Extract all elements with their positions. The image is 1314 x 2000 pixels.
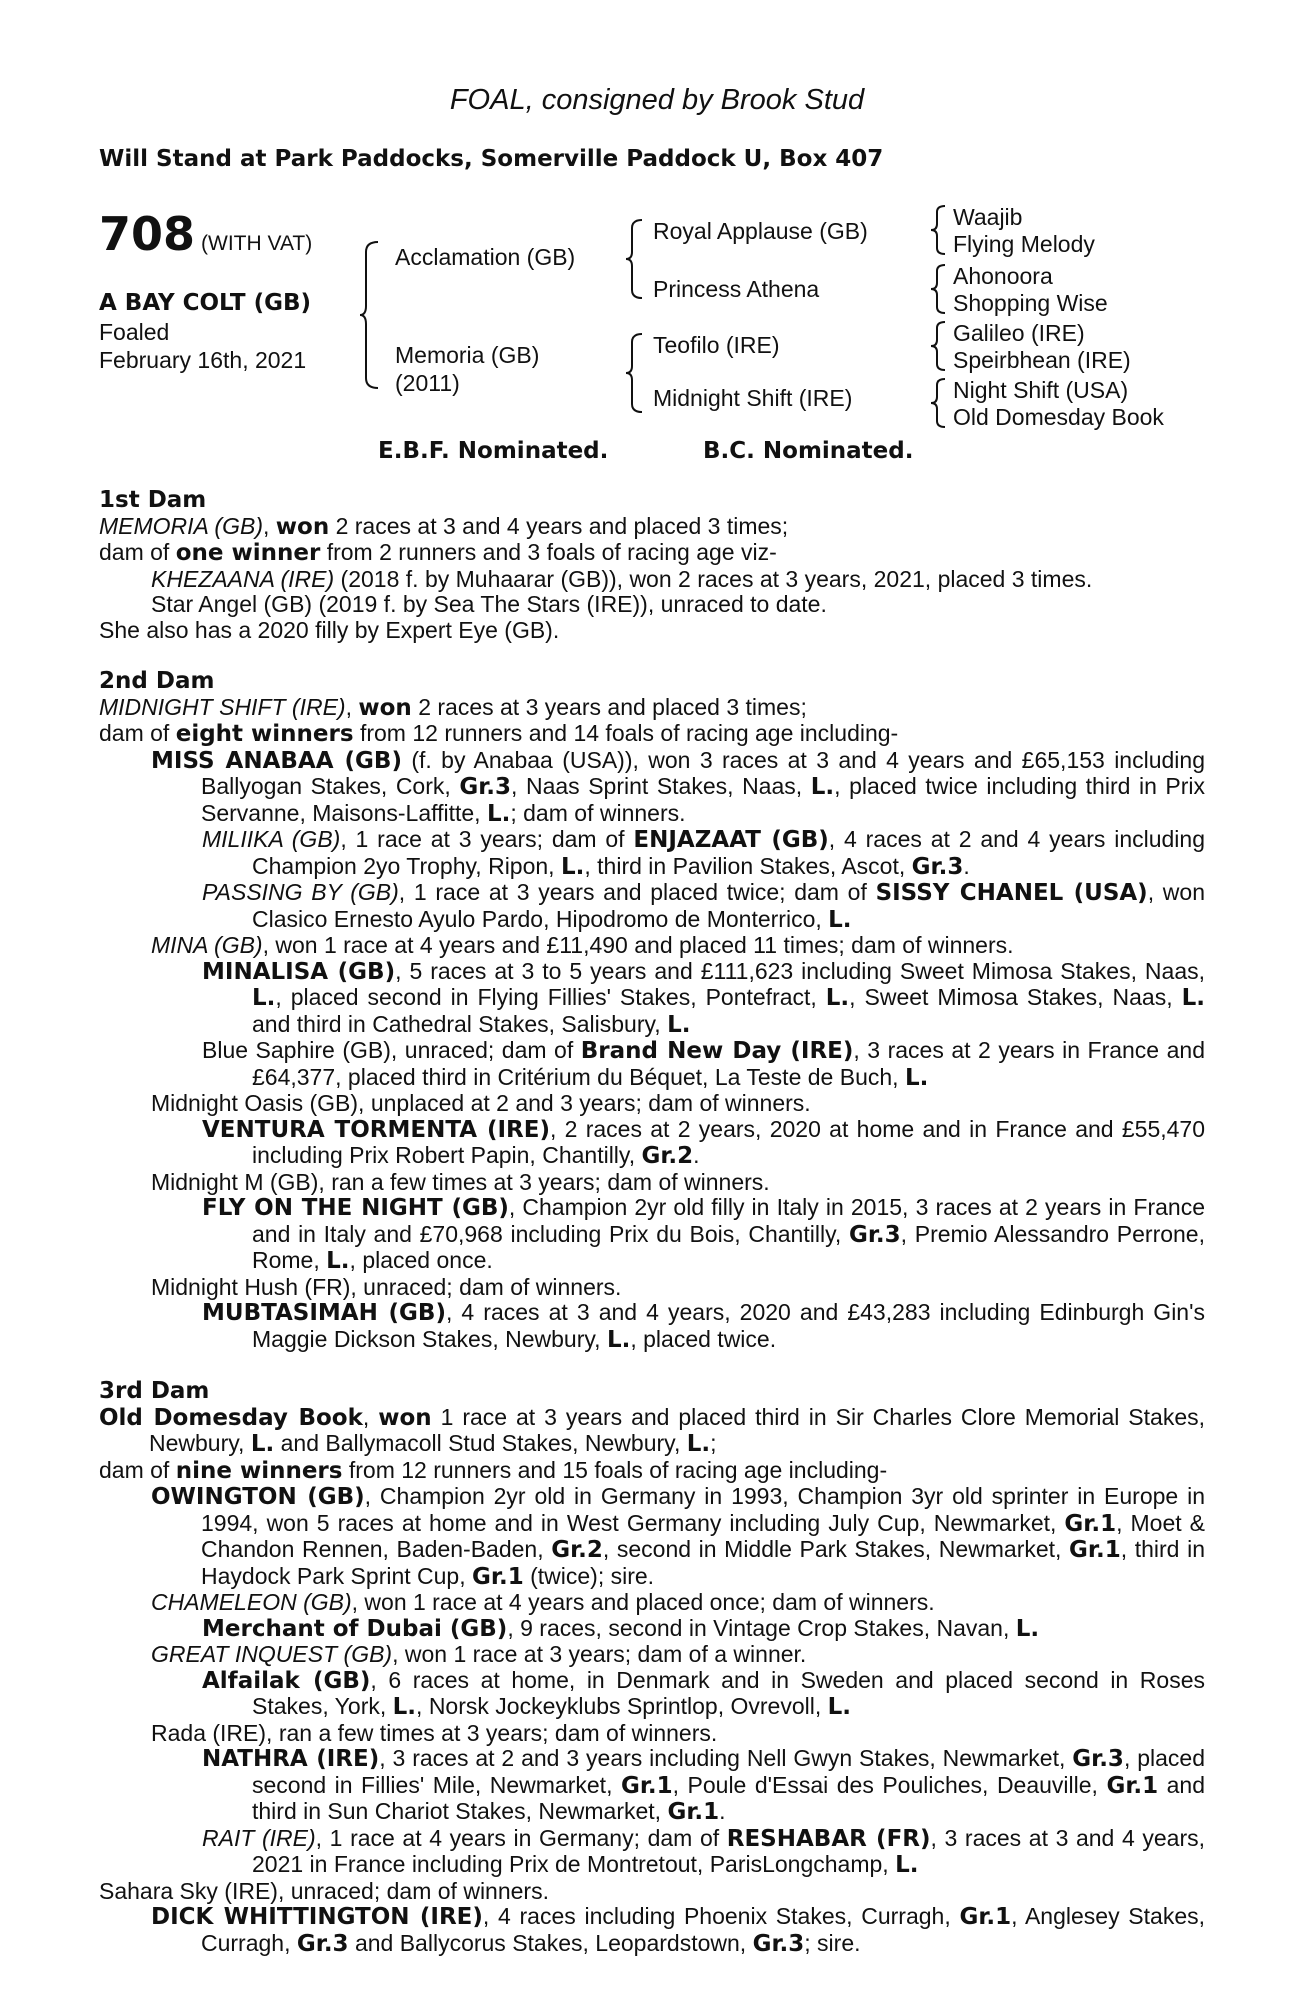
produce-entry: MILIIKA (GB), 1 race at 3 years; dam of ENJAZAAT (GB), 4 races at 2 and 4 years including Champion 2yo Trophy, Ripon, L., third in Pavilion Stakes, Ascot, Gr.3.	[202, 826, 1206, 880]
foaled-date: February 16th, 2021	[99, 347, 307, 373]
produce-entry: OWINGTON (GB), Champion 2yr old in Germany in 1993, Champion 3yr old sprinter in Europe in 1994, won 5 races at home and in West Germany including July Cup, Newmarket, Gr.1, Moet & Chandon Rennen, Baden-Baden, Gr.2, second in Middle Park Stakes, Newmarket, Gr.1, third in Haydock Park Sprint Cup, Gr.1 (twice); sire.	[151, 1483, 1205, 1590]
foaled-label: Foaled	[99, 319, 170, 345]
pedigree-brace-g4	[931, 377, 949, 429]
produce-entry: NATHRA (IRE), 3 races at 2 and 3 years including Nell Gwyn Stakes, Newmarket, Gr.3, placed second in Fillies' Mile, Newmarket, Gr.1, Poule d'Essai des Pouliches, Deauville, Gr.1 and third in Sun Chariot Stakes, Newmarket, Gr.1.	[202, 1745, 1205, 1825]
pedigree-dam: Memoria (GB)	[395, 342, 540, 368]
pedigree-g6: Speirbhean (IRE)	[953, 347, 1131, 373]
produce-entry: MISS ANABAA (GB) (f. by Anabaa (USA)), won 3 races at 3 and 4 years and £65,153 including Ballyogan Stakes, Cork, Gr.3, Naas Sprint Stakes, Naas, L., placed twice including third in Prix Servanne, Maisons-Laffitte, L.; dam of winners.	[151, 746, 1206, 827]
pedigree-g1: Waajib	[953, 204, 1023, 230]
produce-record	[99, 488, 1205, 1957]
third-dam-produce-summary: dam of nine winners from 12 runners and 15 foals of racing age including-	[99, 1456, 888, 1484]
pedigree-brace-dam	[626, 332, 646, 414]
produce-entry: CHAMELEON (GB), won 1 race at 4 years and placed once; dam of winners.	[151, 1589, 935, 1615]
third-dam-heading: 3rd Dam	[99, 1378, 210, 1404]
first-dam-heading: 1st Dam	[99, 487, 207, 513]
produce-entry: Midnight Oasis (GB), unplaced at 2 and 3 years; dam of winners.	[151, 1090, 811, 1116]
pedigree-g7: Night Shift (USA)	[953, 377, 1129, 403]
bc-nomination: B.C. Nominated.	[703, 438, 914, 464]
produce-note: She also has a 2020 filly by Expert Eye (GB).	[99, 616, 560, 643]
pedigree-g2: Flying Melody	[953, 231, 1095, 257]
produce-entry: Alfailak (GB), 6 races at home, in Denmark and in Sweden and placed second in Roses Stakes, York, L., Norsk Jockeyklubs Sprintlop, Ovrevoll, L.	[202, 1666, 1205, 1720]
produce-entry: MINA (GB), won 1 race at 4 years and £11,490 and placed 11 times; dam of winners.	[151, 932, 1014, 958]
second-dam-line: MIDNIGHT SHIFT (IRE), won 2 races at 3 years and placed 3 times;	[99, 693, 807, 721]
vat-note: (WITH VAT)	[201, 232, 313, 255]
pedigree-g5: Galileo (IRE)	[953, 320, 1085, 346]
pedigree-sire-sire: Royal Applause (GB)	[653, 218, 868, 244]
first-dam-line: MEMORIA (GB), won 2 races at 3 and 4 years and placed 3 times;	[99, 512, 789, 540]
horse-description: A BAY COLT (GB)	[99, 290, 312, 316]
produce-entry: KHEZAANA (IRE) (2018 f. by Muhaarar (GB)), won 2 races at 3 years, 2021, placed 3 times.	[151, 565, 1093, 592]
pedigree-sire-dam: Princess Athena	[653, 276, 820, 302]
produce-entry: Star Angel (GB) (2019 f. by Sea The Stars (IRE)), unraced to date.	[151, 591, 827, 617]
third-dam-line: Old Domesday Book, won 1 race at 3 years and placed third in Sir Charles Clore Memorial Stakes, Newbury, L. and Ballymacoll Stud Stakes, Newbury, L.;	[99, 1403, 1206, 1457]
second-dam-heading: 2nd Dam	[99, 668, 215, 694]
produce-entry: VENTURA TORMENTA (IRE), 2 races at 2 years, 2020 at home and in France and £55,470 including Prix Robert Papin, Chantilly, Gr.2.	[202, 1115, 1205, 1169]
stand-location: Will Stand at Park Paddocks, Somerville Paddock U, Box 407	[99, 146, 884, 172]
foaled-info	[99, 318, 306, 374]
second-dam-produce-summary: dam of eight winners from 12 runners and 14 foals of racing age including-	[99, 720, 899, 747]
produce-entry: DICK WHITTINGTON (IRE), 4 races including Phoenix Stakes, Curragh, Gr.1, Anglesey Stakes, Curragh, Gr.3 and Ballycorus Stakes, Leopardstown, Gr.3; sire.	[151, 1903, 1206, 1957]
produce-entry: FLY ON THE NIGHT (GB), Champion 2yr old filly in Italy in 2015, 3 races at 2 years in France and in Italy and £70,968 including Prix du Bois, Chantilly, Gr.3, Premio Alessandro Perrone, Rome, L., placed once.	[202, 1194, 1205, 1274]
pedigree-brace-main	[360, 240, 382, 390]
pedigree-brace-g2	[931, 263, 949, 315]
produce-entry: Merchant of Dubai (GB), 9 races, second in Vintage Crop Stakes, Navan, L.	[202, 1614, 1040, 1642]
pedigree-dam-dam: Midnight Shift (IRE)	[653, 385, 853, 411]
first-dam-produce-summary: dam of one winner from 2 runners and 3 foals of racing age viz-	[99, 539, 777, 566]
produce-entry: MINALISA (GB), 5 races at 3 to 5 years and £111,623 including Sweet Mimosa Stakes, Naas, L., placed second in Flying Fillies' Stakes, Pontefract, L., Sweet Mimosa Stakes, Naas, L. and third in Cathedral Stakes, Salisbury, L.	[202, 957, 1206, 1038]
produce-entry: Blue Saphire (GB), unraced; dam of Brand New Day (IRE), 3 races at 2 years in France and £64,377, placed third in Critérium du Béquet, La Teste de Buch, L.	[202, 1037, 1205, 1091]
pedigree-sire: Acclamation (GB)	[395, 244, 576, 270]
produce-entry: PASSING BY (GB), 1 race at 3 years and placed twice; dam of SISSY CHANEL (USA), won Clasico Ernesto Ayulo Pardo, Hipodromo de Monterrico, L.	[202, 879, 1205, 933]
produce-entry: GREAT INQUEST (GB), won 1 race at 3 years; dam of a winner.	[151, 1641, 807, 1667]
pedigree-dam-sire: Teofilo (IRE)	[653, 332, 780, 358]
lot-header	[99, 207, 312, 261]
produce-entry: Midnight Hush (FR), unraced; dam of winners.	[151, 1273, 622, 1300]
ebf-nomination: E.B.F. Nominated.	[378, 438, 609, 464]
pedigree-g8: Old Domesday Book	[953, 404, 1164, 430]
produce-entry: Rada (IRE), ran a few times at 3 years; dam of winners.	[151, 1719, 718, 1746]
lot-number: 708	[99, 207, 196, 261]
pedigree-brace-g1	[931, 204, 949, 256]
pedigree-g4: Shopping Wise	[953, 290, 1108, 316]
produce-entry: Midnight M (GB), ran a few times at 3 years; dam of winners.	[151, 1168, 770, 1195]
produce-entry: MUBTASIMAH (GB), 4 races at 3 and 4 years, 2020 and £43,283 including Edinburgh Gin's Maggie Dickson Stakes, Newbury, L., placed twice.	[202, 1299, 1205, 1353]
pedigree-g3: Ahonoora	[953, 263, 1053, 289]
produce-entry: RAIT (IRE), 1 race at 4 years in Germany; dam of RESHABAR (FR), 3 races at 3 and 4 years, 2021 in France including Prix de Montretout, ParisLongchamp, L.	[202, 1824, 1206, 1878]
pedigree-dam-year: (2011)	[395, 370, 460, 396]
pedigree-brace-sire	[626, 218, 646, 300]
pedigree-brace-g3	[931, 320, 949, 372]
produce-entry: Sahara Sky (IRE), unraced; dam of winners.	[99, 1877, 549, 1904]
foal-title: FOAL, consigned by Brook Stud	[449, 84, 865, 116]
